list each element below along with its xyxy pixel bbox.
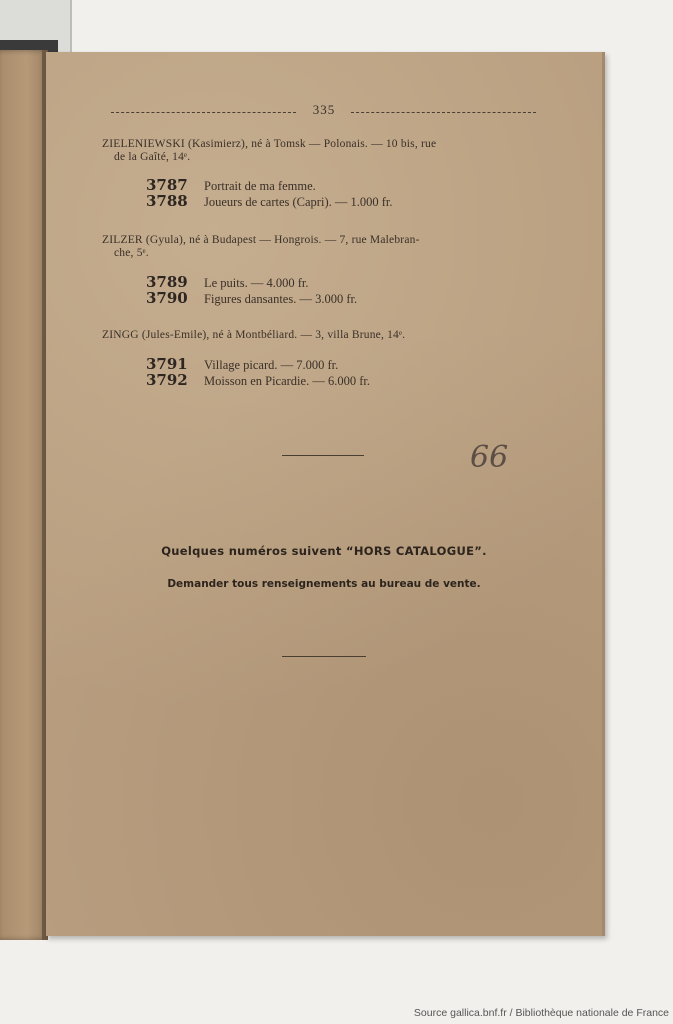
work-title: Joueurs de cartes (Capri). — 1.000 fr. [204, 195, 393, 209]
catalogue-item [146, 273, 309, 289]
artist-entry-zingg [102, 329, 542, 342]
work-title: Figures dansantes. — 3.000 fr. [204, 292, 358, 306]
catalogue-number: 3791 [146, 355, 188, 373]
artist-address-line: de la Gaîté, 14ᵉ. [114, 151, 191, 163]
catalogue-number: 3787 [146, 176, 188, 194]
catalogue-item [146, 371, 370, 387]
closing-divider [282, 656, 366, 657]
artist-entry-zieleniewski [102, 138, 542, 164]
artist-line: ZILZER (Gyula), né à Budapest — Hongrois. — 7, rue Malebran- [102, 234, 420, 246]
catalogue-number: 3789 [146, 273, 188, 291]
catalogue-item [146, 192, 393, 208]
artist-address-line: che, 5ᵉ. [114, 247, 149, 259]
header-rule-right [351, 112, 536, 113]
work-title: Moisson en Picardie. — 6.000 fr. [204, 374, 370, 388]
catalogue-number: 3790 [146, 289, 188, 307]
catalogue-number: 3788 [146, 192, 188, 210]
handwritten-annotation: 66 [470, 440, 509, 475]
catalogue-page [46, 52, 605, 936]
work-title: Le puits. — 4.000 fr. [204, 276, 309, 290]
artist-line: ZINGG (Jules-Emile), né à Montbéliard. — 3, villa Brune, 14ᵉ. [102, 329, 406, 341]
artist-line: ZIELENIEWSKI (Kasimierz), né à Tomsk — Polonais. — 10 bis, rue [102, 138, 437, 150]
page-number: 335 [312, 102, 336, 117]
catalogue-item [146, 289, 357, 305]
catalogue-item [146, 176, 316, 192]
artist-entry-zilzer [102, 234, 542, 260]
catalogue-number: 3792 [146, 371, 188, 389]
left-page-edge [0, 50, 48, 940]
source-credit: Source gallica.bnf.fr / Bibliothèque nationale de France [413, 1007, 669, 1019]
catalogue-item [146, 355, 338, 371]
sales-office-notice: Demander tous renseignements au bureau de vente. [167, 578, 481, 590]
hors-catalogue-notice: Quelques numéros suivent “HORS CATALOGUE”. [161, 544, 487, 558]
work-title: Portrait de ma femme. [204, 179, 316, 193]
section-divider [282, 455, 364, 456]
work-title: Village picard. — 7.000 fr. [204, 358, 339, 372]
